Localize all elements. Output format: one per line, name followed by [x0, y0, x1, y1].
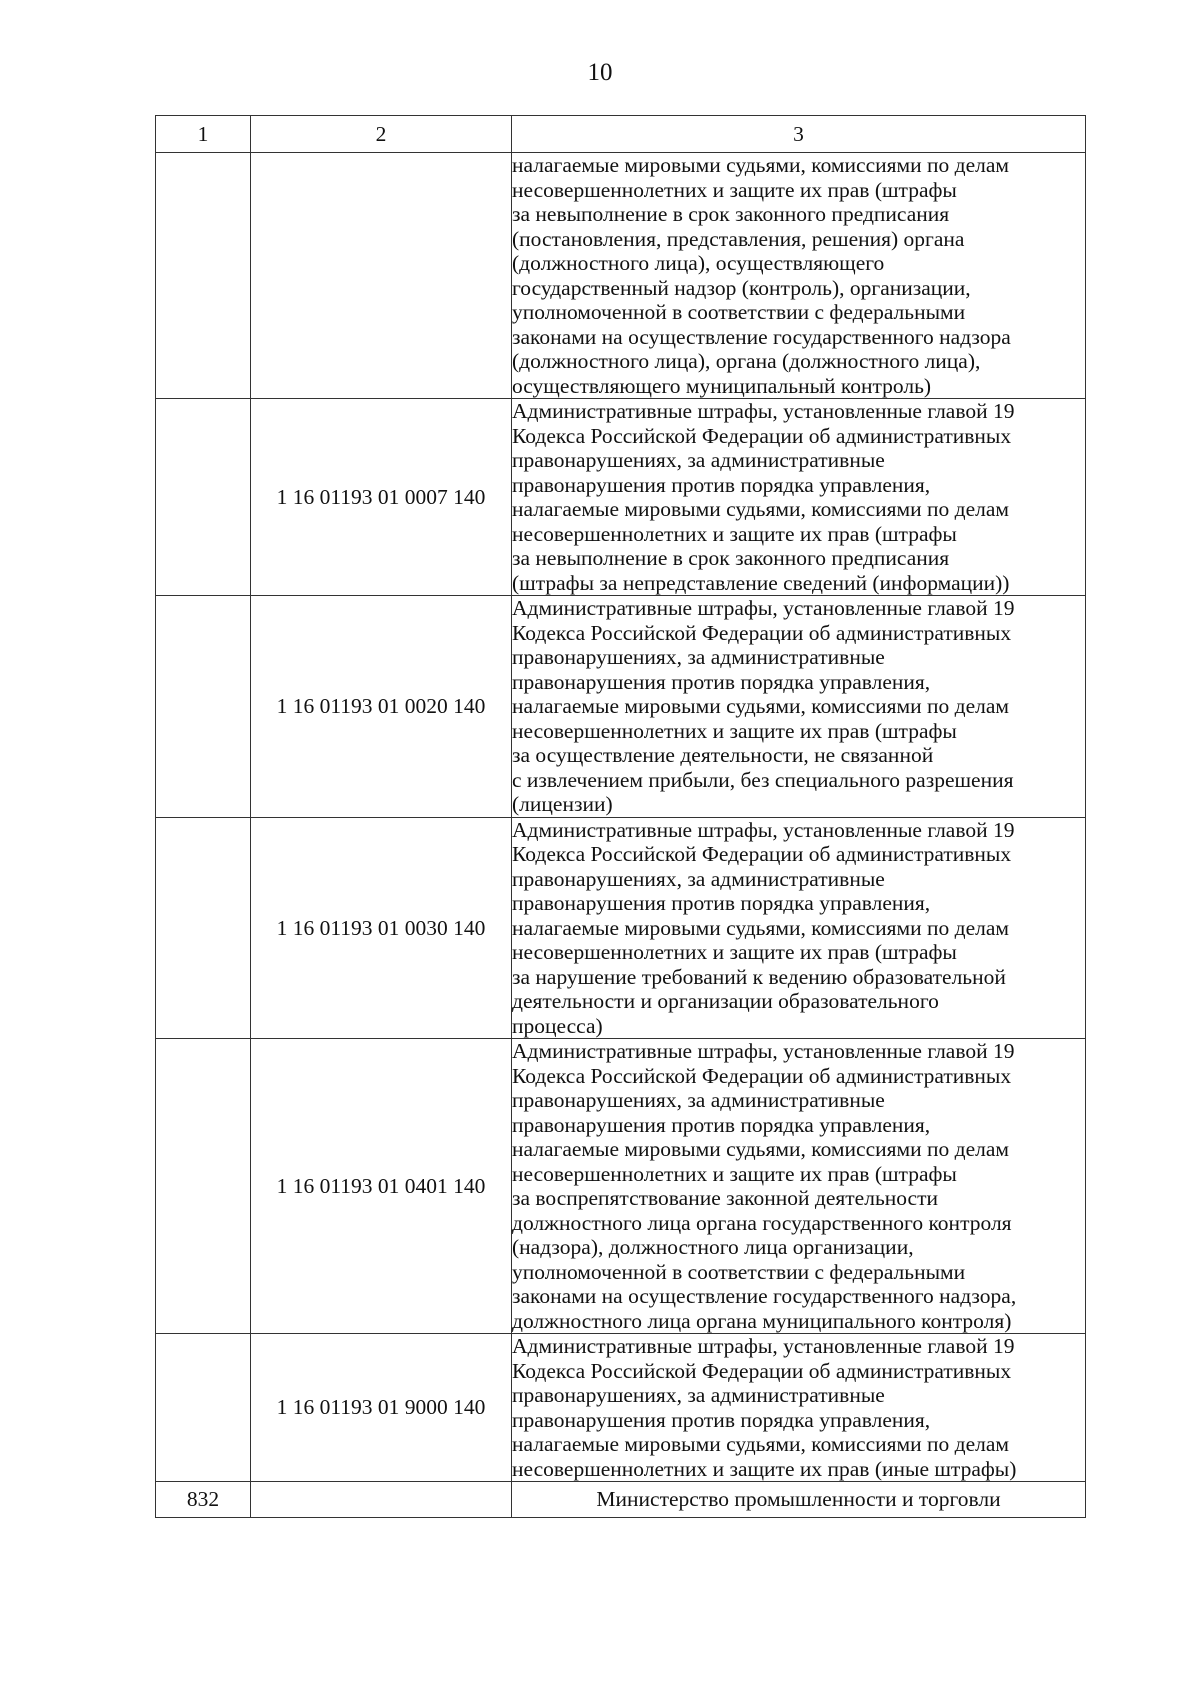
description-line: Административные штрафы, установленные главой 19	[512, 596, 1015, 620]
description-line: несовершеннолетних и защите их прав (иные штрафы)	[512, 1456, 1017, 1481]
cell-budget-code: 1 16 01193 01 0030 140	[251, 817, 512, 1039]
cell-description	[512, 1039, 1086, 1334]
description-line: законами на осуществление государственного надзора,	[512, 1284, 1017, 1308]
description-line: несовершеннолетних и защите их прав (штрафы	[512, 177, 957, 202]
cell-admin-code: 832	[156, 1482, 251, 1518]
description-line: (штрафы за непредставление сведений (информации))	[512, 570, 1010, 595]
description-line: (должностного лица), органа (должностного лица),	[512, 349, 981, 373]
column-header-2: 2	[251, 116, 512, 153]
description-line: Административные штрафы, установленные главой 19	[512, 817, 1015, 842]
cell-budget-code	[251, 153, 512, 399]
cell-admin-code	[156, 817, 251, 1039]
description-line: налагаемые мировыми судьями, комиссиями по делам	[512, 1432, 1009, 1456]
description-line: (надзора), должностного лица организации,	[512, 1235, 914, 1259]
cell-budget-code: 1 16 01193 01 0020 140	[251, 596, 512, 818]
description-line: налагаемые мировыми судьями, комиссиями по делам	[512, 694, 1009, 718]
table-row	[156, 596, 1086, 818]
description-line: (лицензии)	[512, 792, 613, 816]
table-row	[156, 1334, 1086, 1482]
description-line: за осуществление деятельности, не связанной	[512, 743, 934, 767]
description-line: правонарушения против порядка управления,	[512, 472, 931, 497]
description-line: (должностного лица), осуществляющего	[512, 251, 885, 275]
cell-description	[512, 153, 1086, 399]
cell-budget-code: 1 16 01193 01 0401 140	[251, 1039, 512, 1334]
description-line: осуществляющего муниципальный контроль)	[512, 373, 932, 398]
description-line: правонарушениях, за административные	[512, 866, 885, 891]
cell-admin-code	[156, 1039, 251, 1334]
description-line: Административные штрафы, установленные главой 19	[512, 1334, 1015, 1358]
cell-budget-code: 1 16 01193 01 0007 140	[251, 399, 512, 596]
cell-description	[512, 817, 1086, 1039]
column-header-1: 1	[156, 116, 251, 153]
table-row-ministry	[156, 1482, 1086, 1518]
cell-description	[512, 1334, 1086, 1482]
cell-admin-code	[156, 399, 251, 596]
description-line: за невыполнение в срок законного предписания	[512, 546, 950, 570]
table-row	[156, 1039, 1086, 1334]
description-line: за воспрепятствование законной деятельности	[512, 1186, 938, 1210]
description-line: несовершеннолетних и защите их прав (штрафы	[512, 940, 957, 964]
description-line: процесса)	[512, 1013, 603, 1038]
description-line: правонарушения против порядка управления,	[512, 1407, 931, 1432]
description-line: Кодекса Российской Федерации об административных	[512, 620, 1012, 645]
cell-budget-code	[251, 1482, 512, 1518]
description-line: Административные штрафы, установленные главой 19	[512, 399, 1015, 423]
description-line: (постановления, представления, решения) органа	[512, 226, 965, 251]
description-line: должностного лица органа государственного контроля	[512, 1210, 1012, 1235]
description-line: правонарушения против порядка управления,	[512, 1112, 931, 1137]
description-line: правонарушениях, за административные	[512, 448, 885, 472]
description-line: налагаемые мировыми судьями, комиссиями по делам	[512, 1137, 1009, 1161]
description-line: с извлечением прибыли, без специального разрешения	[512, 767, 1014, 792]
description-line: правонарушениях, за административные	[512, 1088, 885, 1112]
description-line: налагаемые мировыми судьями, комиссиями по делам	[512, 497, 1009, 521]
description-line: уполномоченной в соответствии с федеральными	[512, 1259, 966, 1284]
description-line: деятельности и организации образовательного	[512, 989, 939, 1013]
cell-description	[512, 399, 1086, 596]
table-header-row	[156, 116, 1086, 153]
cell-admin-code	[156, 596, 251, 818]
description-line: Кодекса Российской Федерации об административных	[512, 1358, 1012, 1383]
description-line: должностного лица органа муниципального контроля)	[512, 1308, 1012, 1333]
description-line: несовершеннолетних и защите их прав (штрафы	[512, 718, 957, 743]
page-number: 10	[587, 59, 613, 86]
description-line: налагаемые мировыми судьями, комиссиями по делам	[512, 153, 1009, 177]
description-line: правонарушениях, за административные	[512, 1383, 885, 1407]
description-line: за нарушение требований к ведению образовательной	[512, 964, 1006, 989]
description-line: законами на осуществление государственного надзора	[512, 324, 1011, 349]
description-line: Кодекса Российской Федерации об административных	[512, 842, 1012, 866]
description-line: Административные штрафы, установленные главой 19	[512, 1039, 1015, 1063]
description-line: государственный надзор (контроль), организации,	[512, 275, 971, 300]
table-row	[156, 399, 1086, 596]
description-line: несовершеннолетних и защите их прав (штрафы	[512, 1161, 957, 1186]
description-line: за невыполнение в срок законного предписания	[512, 202, 950, 226]
cell-budget-code: 1 16 01193 01 9000 140	[251, 1334, 512, 1482]
cell-admin-code	[156, 153, 251, 399]
description-line: правонарушения против порядка управления,	[512, 669, 931, 694]
description-line: несовершеннолетних и защите их прав (штрафы	[512, 521, 957, 546]
description-line: правонарушениях, за административные	[512, 645, 885, 669]
description-line: Кодекса Российской Федерации об административных	[512, 423, 1012, 448]
cell-ministry-title: Министерство промышленности и торговли	[512, 1482, 1086, 1518]
description-line: налагаемые мировыми судьями, комиссиями по делам	[512, 915, 1009, 940]
description-line: Кодекса Российской Федерации об административных	[512, 1063, 1012, 1088]
cell-description	[512, 596, 1086, 818]
table-row	[156, 817, 1086, 1039]
description-line: уполномоченной в соответствии с федеральными	[512, 300, 966, 324]
budget-code-table	[155, 115, 1086, 1518]
cell-admin-code	[156, 1334, 251, 1482]
column-header-3: 3	[512, 116, 1086, 153]
table-row	[156, 153, 1086, 399]
description-line: правонарушения против порядка управления,	[512, 891, 931, 915]
